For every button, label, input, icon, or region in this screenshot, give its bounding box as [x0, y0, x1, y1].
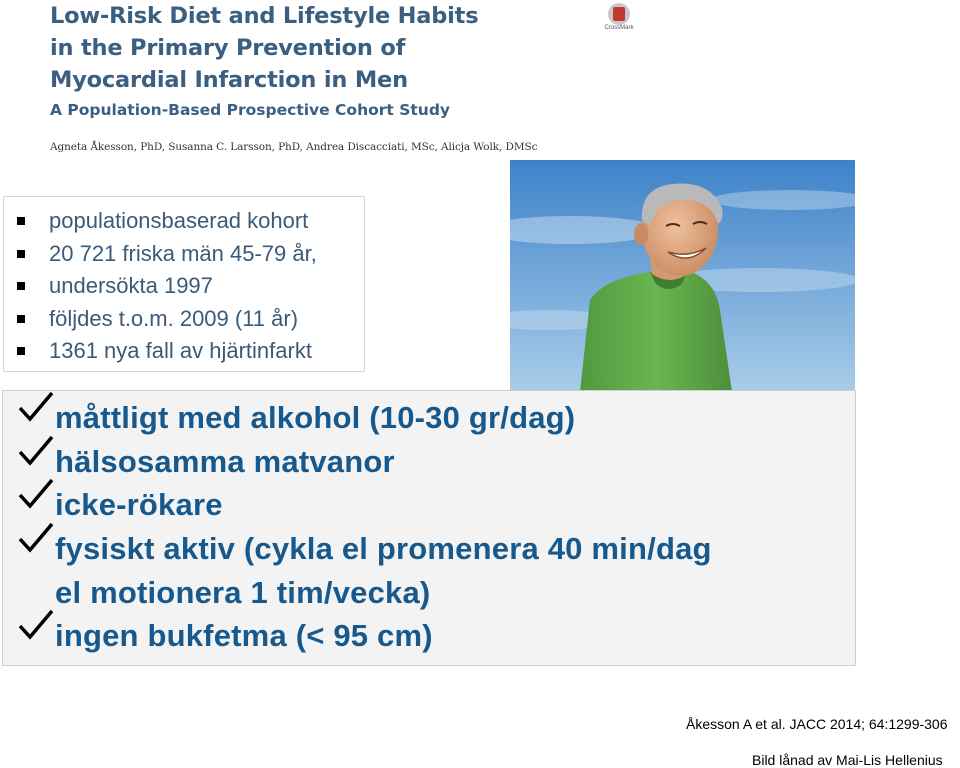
article-subtitle: A Population-Based Prospective Cohort Study: [50, 101, 451, 119]
checkmark-icon: [17, 478, 55, 510]
fact-item: undersökta 1997: [4, 270, 364, 303]
article-title: [50, 0, 520, 120]
fact-item: 20 721 friska män 45-79 år,: [4, 238, 364, 271]
square-bullet-icon: [17, 315, 25, 323]
fact-item: följdes t.o.m. 2009 (11 år): [4, 303, 364, 336]
habit-diet: hälsosamma matvanor: [55, 444, 395, 479]
title-line-2: in the Primary Prevention of: [50, 35, 406, 61]
habit-physical-activity-continued: el motionera 1 tim/vecka): [55, 575, 431, 610]
square-bullet-icon: [17, 250, 25, 258]
checkmark-icon: [17, 522, 55, 554]
crossmark-logo: [602, 3, 636, 35]
low-risk-habits-box: [2, 390, 856, 666]
crossmark-label: CrossMark: [604, 25, 634, 31]
habit-alcohol: måttligt med alkohol (10-30 gr/dag): [55, 400, 576, 435]
title-line-1: Low-Risk Diet and Lifestyle Habits: [50, 3, 479, 29]
man-photo-illustration: [510, 160, 855, 392]
checkmark-icon: [17, 609, 55, 641]
square-bullet-icon: [17, 217, 25, 225]
fact-item: populationsbaserad kohort: [4, 205, 364, 238]
habit-non-smoker: icke-rökare: [55, 487, 223, 522]
checkmark-icon: [17, 391, 55, 423]
man-photo: [510, 160, 855, 392]
study-facts-box: [3, 196, 365, 372]
crossmark-icon: [608, 3, 630, 25]
article-authors: Agneta Åkesson, PhD, Susanna C. Larsson, PhD, Andrea Discacciati, MSc, Alicja Wolk, DMSc: [50, 141, 538, 153]
title-line-3: Myocardial Infarction in Men: [50, 67, 408, 93]
checkmark-icon: [17, 435, 55, 467]
fact-item: 1361 nya fall av hjärtinfarkt: [4, 335, 364, 368]
study-facts-list: [4, 197, 364, 368]
image-credit: Bild lånad av Mai-Lis Hellenius: [752, 752, 943, 768]
citation: Åkesson A et al. JACC 2014; 64:1299-306: [686, 716, 948, 732]
habit-physical-activity: fysiskt aktiv (cykla el promenera 40 min/dag: [55, 531, 712, 566]
habit-waist: ingen bukfetma (< 95 cm): [55, 618, 433, 653]
square-bullet-icon: [17, 347, 25, 355]
square-bullet-icon: [17, 282, 25, 290]
